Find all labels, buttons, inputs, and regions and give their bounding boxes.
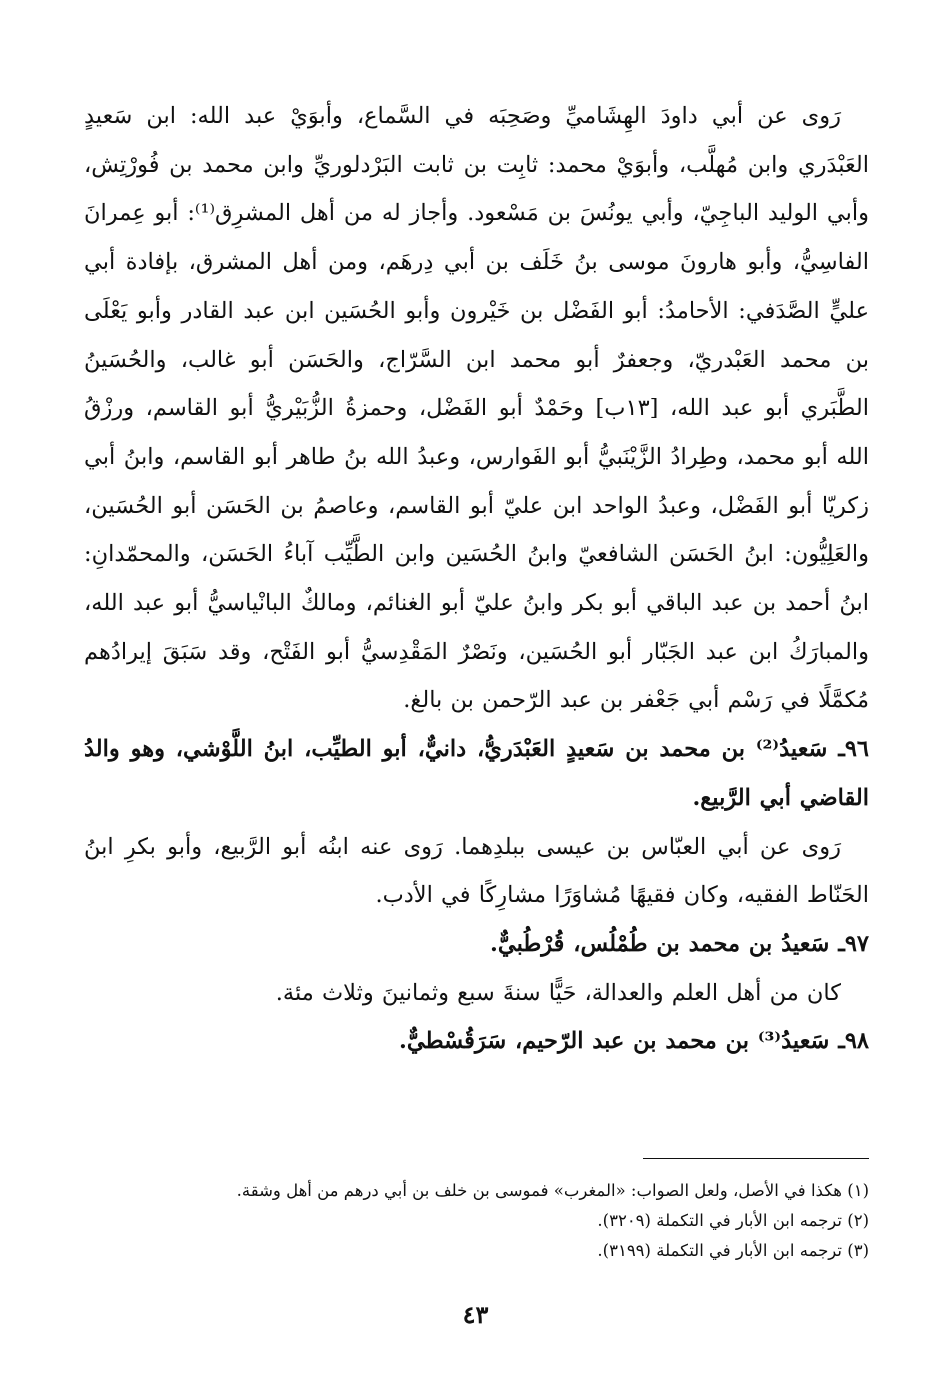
footnote-1: (١) هكذا في الأصل، ولعل الصواب: «المغرب» فموسى بن خلف بن أبي درهم من أهل وشقة. [236,1181,869,1200]
entry-heading-97: ٩٧ـ سَعيدُ بن محمد بن طُمْلُس، قُرْطُبيٌّ. [489,930,869,957]
entry-heading-98: ٩٨ـ سَعيدُ⁽³⁾ بن محمد بن عبد الرّحيم، سَرَقُسْطيٌّ. [399,1028,869,1055]
footnote-divider [643,1158,869,1159]
paragraph-narration-3: كان من أهل العلم والعدالة، حَيًّا سنةَ سبع وثمانينَ وثلاث مئة. [275,979,841,1006]
page-number: ٤٣ [462,1300,489,1329]
footnote-2: (٢) ترجمه ابن الأبار في التكملة (٣٢٠٩). [597,1211,869,1230]
footnotes [84,1176,869,1266]
paragraph-narration-1: رَوى عن أبي داودَ الهِشَاميِّ وصَحِبَه في السَّماع، وأبوَيْ عبد الله: ابن سَعيدٍ العَبْدَري وابن مُهلَّب، وأبوَيْ محمد: ثابِت بن ثابت البَرْدلوريِّ وابن محمد بن فُورْتِش، وأبي الوليد الباجِيّ، وأبي يونُسَ بن مَسْعود. وأجاز له من أهل المشرِق⁽¹⁾: أبو عِمرانَ الفاسِيُّ، وأبو هارونَ موسى بنُ خَلَف بن أبي دِرهَم، ومن أهل المشرق، بإفادة أبي عليٍّ الصَّدَفي: الأحامدُ: أبو الفَضْل بن خَيْرون وأبو الحُسَين ابن عبد القادر وأبو يَعْلَى بن محمد العَبْدريّ، وجعفرٌ أبو محمد ابن السَّرّاج، والحَسَن أبو غالب، والحُسَينُ الطَّبَري أبو عبد الله، [١٣ب] وحَمْدٌ أبو الفَضْل، وحمزةُ الزُّبَيْريُّ أبو القاسم، ورزْقُ الله أبو محمد، وطِرادُ الزَّيْنَبيُّ أبو الفَوارس، وعبدُ الله بنُ طاهر أبو القاسم، وابنُ أبي زكريّا أبو الفَضْل، وعبدُ الواحد ابن عليّ أبو القاسم، وعاصمُ بن الحَسَن أبو الحُسَين، والعَلِيُّون: ابنُ الحَسَن الشافعيّ وابنُ الحُسَين وابن الطَّيِّب آباءُ الحَسَن، والمحمّدانِ: ابنُ أحمد بن عبد الباقي أبو بكر وابنُ عليّ أبو الغنائم، ومالكٌ البانْياسيُّ أبو عبد الله، والمبارَكُ ابن عبد الجَبّار أبو الحُسَين، ونَصْرٌ المَقْدِسيُّ أبو الفَتْح، وقد سَبَقَ إيرادُهم مُكمَّلًا في رَسْم أبي جَعْفر بن عبد الرّحمن بن بالغ. [84,103,869,714]
entry-heading-96: ٩٦ـ سَعيدُ⁽²⁾ بن محمد بن سَعيدٍ العَبْدَريُّ، دانيٌّ، أبو الطيِّب، ابنُ اللَّوْشي، وهو والدُ القاضي أبي الرَّبيع. [84,736,869,811]
footnote-3: (٣) ترجمه ابن الأبار في التكملة (٣١٩٩). [597,1241,869,1260]
paragraph-narration-2: رَوى عن أبي العبّاس بن عيسى ببلدِهما. رَوى عنه ابنُه أبو الرَّبيع، وأبو بكرِ ابنُ الحَنّاط الفقيه، وكان فقيهًا مُشاوَرًا مشارِكًا في الأدب. [84,833,869,909]
main-text [84,92,869,1066]
